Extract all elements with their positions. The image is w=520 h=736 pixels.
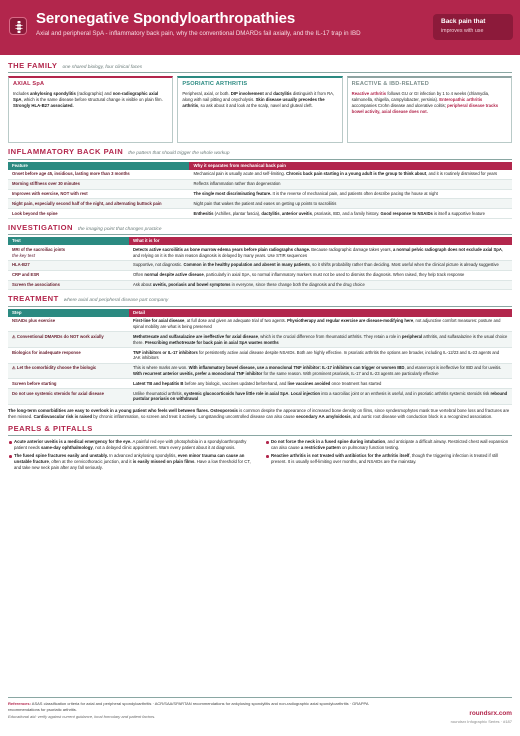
- text-run: Detects active sacroiliitis as bone marrow edema years before plain radiographs change.: [132, 246, 311, 252]
- text-run: for persistently active axial disease despite NSAIDs. Both are highly effective. In psoriatic arthritis the options are broader, including IL-12/23 and IL-23 agents and JAK inhibitors: [132, 349, 500, 361]
- text-run: Onset before age 45: [12, 171, 53, 177]
- text-run: Peripheral, axial, or both.: [182, 91, 231, 97]
- column-header: Step: [8, 309, 129, 317]
- row-label: [8, 170, 189, 179]
- table-row: [8, 209, 512, 219]
- text-run: MRI of the sacroiliac joints: [12, 246, 66, 252]
- row-label: [8, 260, 129, 270]
- text-run: Because radiographic damage takes years,: [310, 246, 393, 252]
- text-run: before any biologic, vaccines updated beforehand, and: [183, 380, 288, 386]
- text-run: Reflects inflammation rather than degeneration: [193, 181, 281, 187]
- text-run: , particularly in axial SpA, so normal inflammatory markers must not be used to dismiss the diagnosis. When raised, they help track response: [203, 272, 465, 278]
- column-header: What it is for: [129, 237, 512, 245]
- row-label: [8, 245, 129, 260]
- spine-icon: [9, 17, 27, 35]
- row-label: [8, 179, 189, 189]
- text-run: (radiographic) and: [75, 91, 113, 97]
- text-run: live vaccines avoided: [287, 380, 331, 386]
- text-run: Do not force the neck in a fused spine during intubation: [271, 439, 386, 445]
- text-run: Common in the healthy population and absent in many patients: [183, 262, 310, 268]
- text-run: , which is the crucial difference from rheumatoid arthritis. They retain a role in: [257, 333, 402, 339]
- text-run: normal despite active disease: [144, 272, 204, 278]
- row-detail: [129, 260, 512, 270]
- treatment-header: [8, 294, 512, 306]
- text-run: once treatment has started: [330, 380, 382, 386]
- family-section: [8, 61, 512, 143]
- pearl-item: [265, 453, 512, 465]
- text-run: , and anticipate a difficult airway. Restricted chest wall expansion can also cause: [271, 439, 509, 451]
- tagline-title: Back pain that: [441, 18, 486, 25]
- text-run: Methotrexate and sulfasalazine are ineffective for axial disease: [132, 333, 258, 339]
- text-run: and: [263, 91, 274, 97]
- card-title: AXIAL SpA: [13, 81, 45, 88]
- card-reactive-ibd: [347, 76, 512, 143]
- text-run: is itself a supportive feature: [432, 210, 485, 216]
- text-run: It is the reverse of mechanical pain, and patients often describe pacing the house at night: [271, 191, 438, 197]
- table-row: [8, 363, 512, 379]
- family-cards: [8, 76, 512, 143]
- text-run: . Have a low threshold for CT, and take new neck pain after any fall seriously.: [14, 459, 251, 471]
- text-run: follows GU or GI infection by 1 to 4 weeks (chlamydia, salmonella, shigella, campylobacter, yersinia).: [351, 91, 490, 102]
- text-run: Good response to NSAIDs: [380, 210, 433, 216]
- text-run: Strongly HLA-B27 associated.: [13, 102, 74, 108]
- investigation-subheading: the imaging point that changes practice: [78, 226, 162, 232]
- text-run: Enthesitis: [193, 210, 214, 216]
- text-run: With recurrent anterior uveitis, prefer a monoclonal TNF inhibitor: [132, 370, 263, 376]
- series-label: roundsrx Infographic Series · #187: [450, 718, 512, 724]
- text-run: The single most discriminating feature.: [193, 191, 272, 197]
- row-detail: [129, 348, 512, 364]
- text-run: Unlike rheumatoid arthritis,: [132, 390, 184, 396]
- card-title: REACTIVE & IBD-RELATED: [351, 81, 429, 88]
- text-run: , so ask about it and look at the scalp, navel and gluteal cleft.: [198, 102, 313, 108]
- column-header: Why it separates from mechanical back pain: [189, 162, 512, 170]
- footer: [8, 697, 512, 724]
- pearls-list: [8, 439, 512, 473]
- references-text: ASAS classification criteria for axial and peripheral spondyloarthritis · ACR/SAA/SPARTAN recommendations for ankylosing spondylitis and non-radiographic axial spondyloarthritis · GRAPPA recommendations for psoriatic arthritis.: [8, 701, 369, 712]
- text-run: Biologics for inadequate response: [12, 349, 81, 355]
- table-row: [8, 317, 512, 332]
- site-link[interactable]: roundsrx.com: [469, 710, 512, 717]
- ibp-header: [8, 147, 512, 159]
- text-run: The fused spine fractures easily and unstably.: [14, 453, 109, 459]
- text-run: , and relying on it is the main reason diagnosis is delayed by many years. Use STIR sequences: [132, 246, 504, 258]
- treatment-section: [8, 294, 512, 419]
- text-run: Do not use systemic steroids for axial disease: [12, 390, 104, 396]
- text-run: Physiotherapy and regular exercise are disease-modifying here: [287, 318, 414, 324]
- text-run: is easily missed on plain films: [132, 459, 195, 465]
- column-header: Feature: [8, 162, 189, 170]
- row-label: [8, 332, 129, 348]
- text-run: , so it shifts probability rather than deciding. Most useful when the clinical picture is already suggestive: [309, 262, 499, 268]
- card-body: [352, 91, 507, 115]
- text-run: for the same reason. With prominent psoriasis, IL-17 and IL-23 agents are particularly effective: [262, 370, 439, 376]
- card-psoriatic-arthritis: [177, 76, 342, 143]
- text-run: , and etanercept is ineffective for IBD and for uveitis.: [404, 365, 502, 371]
- pearl-item: [8, 453, 255, 471]
- row-detail: [189, 199, 512, 209]
- text-run: With inflammatory bowel disease, use a monoclonal TNF inhibitor: IL-17 inhibitors can trigger or worsen IBD: [188, 365, 405, 371]
- row-detail: [189, 179, 512, 189]
- tagline-sub: improves with use: [441, 27, 484, 34]
- table-row: [8, 332, 512, 348]
- text-run: Latent TB and hepatitis B: [132, 380, 184, 386]
- text-run: Acute anterior uveitis is a medical emergency for the eye.: [14, 439, 132, 445]
- text-run: Screen the associations: [12, 282, 60, 288]
- text-run: Enteropathic arthritis: [439, 96, 483, 102]
- column-header: Detail: [129, 309, 512, 317]
- table-header-row: [8, 237, 512, 245]
- text-run: rebound pustular psoriasis on withdrawal: [132, 390, 508, 402]
- references-label: References:: [8, 701, 31, 706]
- text-run: same-day ophthalmology: [41, 445, 93, 451]
- text-run: Morning stiffness over 30 minutes: [12, 181, 80, 187]
- table-row: [8, 179, 512, 189]
- text-run: Supportive, not diagnostic.: [132, 262, 184, 268]
- text-run: by chronic inflammation, so screen and treat it actively. Longstanding uncontrolled disease can also cause: [92, 413, 296, 419]
- text-run: is common despite the appearance of increased bone density on films, since syndesmophytes mask true vertebral bone loss and fractures are then missed.: [8, 407, 510, 419]
- text-run: Includes: [13, 91, 31, 97]
- text-run: , and it is routinely dismissed for years: [426, 171, 498, 177]
- text-run: Skin disease usually precedes the arthritis: [182, 96, 325, 108]
- pearls-heading: PEARLS & PITFALLS: [8, 423, 93, 433]
- row-detail: [189, 189, 512, 199]
- tagline-badge: [433, 14, 513, 40]
- text-run: Often: [132, 272, 145, 278]
- text-run: , often at the cervicothoracic junction, and it: [48, 459, 133, 465]
- column-header: Test: [8, 237, 129, 245]
- text-run: peripheral disease tracks bowel activity, axial disease does not.: [351, 102, 499, 114]
- text-run: a normal pelvic radiograph does not exclude axial SpA: [392, 246, 502, 252]
- text-run: Look beyond the spine: [12, 210, 58, 216]
- text-run: CRP and ESR: [12, 272, 40, 278]
- text-run: , at full dose and given an adequate trial of two agents.: [184, 318, 288, 324]
- brand-block: [451, 710, 512, 724]
- text-run: NSAIDs plus exercise: [12, 318, 56, 324]
- text-run: Local injection: [290, 390, 321, 396]
- text-run: Night pain, especially second half of the night, and alternating buttock pain: [12, 200, 162, 206]
- text-run: , not adjunctive comfort measures: posture and spinal mobility are what is being preserved: [132, 318, 501, 330]
- header-banner: [0, 0, 520, 55]
- page-subtitle: Axial and peripheral SpA - inflammatory back pain, why the conventional DMARDs fail axially, and the IL-17 trap in IBD: [36, 30, 361, 37]
- text-run: on pulmonary function testing.: [340, 445, 400, 451]
- row-detail: [189, 170, 512, 179]
- text-run: Prescribing methotrexate for back pain in axial SpA wastes months: [144, 339, 279, 345]
- text-run: dactylitis: [273, 91, 292, 97]
- text-run: peripheral: [401, 333, 423, 339]
- text-run: Night pain that wakes the patient and eases on getting up points to sacroiliitis: [193, 200, 337, 206]
- text-run: Screen before starting: [12, 380, 57, 386]
- educational-disclaimer: Educational aid: verify against current guidance, local formulary and patient factors.: [8, 713, 156, 719]
- pearls-header: [8, 424, 512, 436]
- text-run: , and aortic root disease with conduction block is a recognized association.: [350, 413, 493, 419]
- text-run: in everyone, since these change both the diagnosis and the drug choice: [230, 282, 365, 288]
- text-run: distinguish it from RA, along with nail pitting and onycholysis.: [182, 91, 335, 102]
- text-run: First-line for axial disease: [132, 318, 185, 324]
- row-label: [8, 389, 129, 405]
- investigation-header: [8, 223, 512, 235]
- row-detail: [129, 317, 512, 332]
- row-label: [8, 348, 129, 364]
- row-detail: [129, 245, 512, 260]
- treatment-subheading: where axial and peripheral disease part company: [63, 298, 169, 304]
- key-test-tag: the key test: [12, 252, 36, 258]
- investigation-table: [8, 237, 512, 290]
- text-run: Improves with exercise, NOT with rest: [12, 191, 88, 197]
- text-run: Mechanical pain is usually acute and self-limiting.: [193, 171, 287, 177]
- row-label: [8, 317, 129, 332]
- ibp-table: [8, 162, 512, 219]
- table-row: [8, 379, 512, 389]
- text-run: arthritis, and sulfasalazine is the usual choice there.: [132, 333, 508, 345]
- table-row: [8, 389, 512, 405]
- page-title: Seronegative Spondyloarthropathies: [36, 10, 296, 27]
- ibp-section: [8, 147, 512, 218]
- table-row: [8, 199, 512, 209]
- text-run: DIP involvement: [230, 91, 264, 97]
- treatment-table: [8, 309, 512, 405]
- text-run: even minor trauma can cause an unstable fracture: [14, 453, 245, 465]
- table-row: [8, 348, 512, 364]
- text-run: .: [288, 390, 291, 396]
- card-title: PSORIATIC ARTHRITIS: [182, 81, 248, 88]
- text-run: accompanies Crohn disease and ulcerative colitis;: [351, 102, 448, 108]
- text-run: , not a delayed clinic appointment. Warn every patient about it at diagnosis.: [92, 445, 236, 451]
- text-run: , though the triggering infection is treated if still present. It is usually self-limiting over months, and NSAIDs are the mainstay.: [271, 453, 499, 465]
- text-run: Reactive arthritis: [351, 91, 387, 97]
- table-row: [8, 245, 512, 260]
- family-header: [8, 61, 512, 73]
- text-run: Reactive arthritis is not treated with antibiotics for the arthritis itself: [271, 453, 410, 459]
- row-label: [8, 270, 129, 280]
- text-run: , psoriasis, IBD, and a family history.: [311, 210, 381, 216]
- card-body: [13, 91, 168, 109]
- text-run: secondary AA amyloidosis: [296, 413, 351, 419]
- table-row: [8, 280, 512, 290]
- pearl-item: [265, 439, 512, 451]
- comorbidity-note: [8, 408, 512, 420]
- pearls-section: [8, 424, 512, 474]
- row-detail: [189, 209, 512, 219]
- text-run: Cardiovascular risk is raised: [33, 413, 93, 419]
- card-body: [182, 91, 337, 109]
- ibp-subheading: the pattern that should trigger the whole workup: [128, 151, 230, 157]
- text-run: ⚠ Let the comorbidity choose the biologic: [12, 365, 97, 371]
- table-row: [8, 270, 512, 280]
- row-label: [8, 199, 189, 209]
- text-run: A painful red eye with photophobia in a spondyloarthropathy patient needs: [14, 439, 247, 451]
- text-run: , which is the same disease before structural change is visible on plain film.: [21, 96, 163, 102]
- row-label: [8, 379, 129, 389]
- row-label: [8, 363, 129, 379]
- table-row: [8, 189, 512, 199]
- row-detail: [129, 363, 512, 379]
- text-run: TNF inhibitors or IL-17 inhibitors: [132, 349, 198, 355]
- row-label: [8, 280, 129, 290]
- text-run: anterior uveitis: [281, 210, 312, 216]
- text-run: dactylitis: [261, 210, 280, 216]
- text-run: , insidious, lasting more than 3 months: [52, 171, 130, 177]
- row-label: [8, 209, 189, 219]
- text-run: Chronic back pain starting in a young adult is the group to think about: [286, 171, 427, 177]
- row-label: [8, 189, 189, 199]
- pearls-left: [8, 439, 255, 473]
- text-run: uveitis, psoriasis and bowel symptoms: [152, 282, 231, 288]
- text-run: systemic glucocorticoids have little role in axial SpA: [183, 390, 289, 396]
- text-run: non-radiographic axial SpA: [13, 91, 159, 102]
- text-run: into a sacroiliac joint or an enthesis is useful, and in psoriatic arthritis systemic steroids risk: [320, 390, 491, 396]
- text-run: In advanced ankylosing spondylitis,: [108, 453, 178, 459]
- text-run: a restrictive pattern: [300, 445, 341, 451]
- text-run: ⚠ Conventional DMARDs do NOT work axially: [12, 333, 104, 339]
- pearl-item: [8, 439, 255, 451]
- table-row: [8, 260, 512, 270]
- table-row: [8, 170, 512, 179]
- text-run: The long-term comorbidities are easy to overlook in a young patient who feels well between flares. Osteoporosis: [8, 407, 238, 413]
- investigation-heading: INVESTIGATION: [8, 222, 74, 232]
- treatment-heading: TREATMENT: [8, 294, 59, 304]
- row-detail: [129, 270, 512, 280]
- text-run: ankylosing spondylitis: [30, 91, 76, 97]
- text-run: ,: [279, 210, 282, 216]
- references: [8, 701, 398, 713]
- table-header-row: [8, 309, 512, 317]
- card-axial-spa: [8, 76, 173, 143]
- pearls-right: [265, 439, 512, 473]
- text-run: HLA-B27: [12, 262, 30, 268]
- text-run: (Achilles, plantar fascia),: [213, 210, 262, 216]
- family-subheading: one shared biology, four clinical faces: [62, 65, 143, 70]
- row-detail: [129, 332, 512, 348]
- row-detail: [129, 389, 512, 405]
- row-detail: [129, 280, 512, 290]
- table-header-row: [8, 162, 512, 170]
- family-heading: THE FAMILY: [8, 61, 58, 70]
- investigation-section: [8, 223, 512, 290]
- text-run: This is where marks are won.: [132, 365, 189, 371]
- row-detail: [129, 379, 512, 389]
- text-run: Ask about: [132, 282, 153, 288]
- ibp-heading: INFLAMMATORY BACK PAIN: [8, 147, 124, 157]
